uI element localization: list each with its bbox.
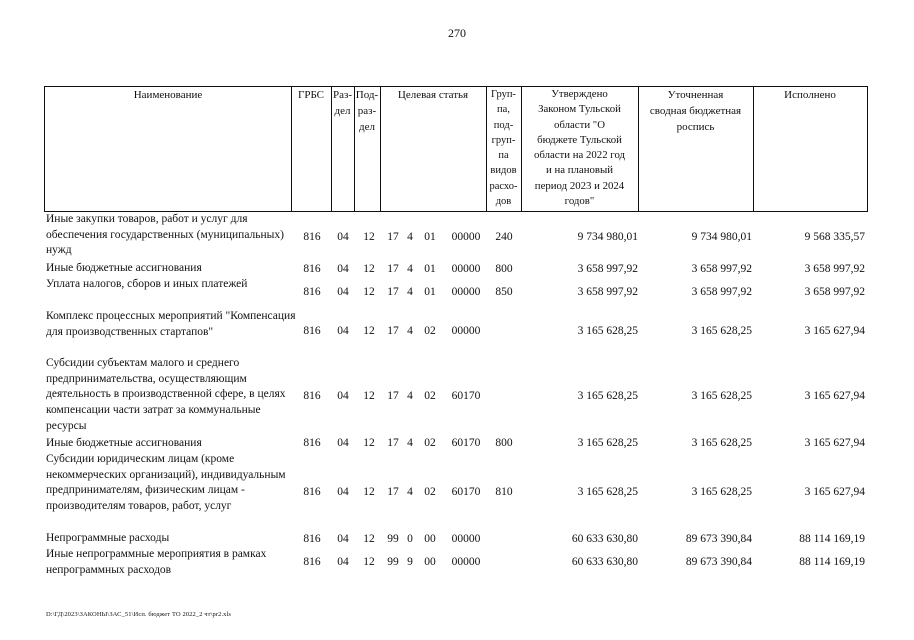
row-razdel: 04: [337, 286, 349, 298]
row-approved: 3 165 628,25: [577, 437, 638, 449]
row-razdel: 04: [337, 556, 349, 568]
row-t2: 4: [407, 231, 413, 243]
row-razdel: 04: [337, 437, 349, 449]
header-name: Наименование: [44, 86, 292, 212]
header-podrazdel: Под- раз- дел: [354, 86, 381, 212]
row-t4: 60170: [451, 486, 481, 498]
row-executed: 3 165 627,94: [804, 325, 865, 337]
row-refined: 3 658 997,92: [691, 263, 752, 275]
row-approved: 3 658 997,92: [577, 263, 638, 275]
row-executed: 88 114 169,19: [799, 533, 865, 545]
row-podrazdel: 12: [363, 486, 375, 498]
row-name: Иные закупки товаров, работ и услуг для обеспечения государственных (муниципальных) нужд: [46, 213, 284, 257]
row-grbs: 816: [303, 286, 321, 298]
row-approved: 3 165 628,25: [577, 486, 638, 498]
page-number: 270: [448, 26, 466, 40]
row-t4: 00000: [451, 325, 481, 337]
row-name: Уплата налогов, сборов и иных платежей: [46, 278, 248, 290]
row-razdel: 04: [337, 486, 349, 498]
row-executed: 3 658 997,92: [804, 263, 865, 275]
row-grbs: 816: [303, 486, 321, 498]
row-t3: 00: [424, 556, 436, 568]
row-name: Иные бюджетные ассигнования: [46, 437, 202, 449]
row-t1: 17: [387, 325, 399, 337]
row-t1: 99: [387, 556, 399, 568]
row-t3: 02: [424, 390, 436, 402]
header-approved: Утверждено Законом Тульской области "О бюджете Тульской области на 2022 год и на плановый период 2023 и 2024 годов": [521, 86, 639, 212]
row-t1: 17: [387, 286, 399, 298]
footer-file-path: D:\ГД\2023\ЗАКОНЫ\ЗАС_51\Исп. бюджет ТО 2022_2 чт\pr2.xls: [46, 611, 232, 618]
row-refined: 9 734 980,01: [691, 231, 752, 243]
row-grbs: 816: [303, 263, 321, 275]
row-grbs: 816: [303, 556, 321, 568]
row-name: Иные непрограммные мероприятия в рамках непрограммных расходов: [46, 548, 267, 576]
row-t3: 01: [424, 263, 436, 275]
row-name: Комплекс процессных мероприятий "Компенсация для производственных стартапов": [46, 310, 296, 338]
row-executed: 3 165 627,94: [804, 437, 865, 449]
row-refined: 3 165 628,25: [691, 486, 752, 498]
row-approved: 60 633 630,80: [571, 556, 638, 568]
row-t2: 4: [407, 286, 413, 298]
row-grbs: 816: [303, 437, 321, 449]
row-podrazdel: 12: [363, 286, 375, 298]
header-refined: Уточненная сводная бюджетная роспись: [638, 86, 754, 212]
row-refined: 89 673 390,84: [685, 533, 752, 545]
row-approved: 3 165 628,25: [577, 325, 638, 337]
row-t3: 02: [424, 437, 436, 449]
row-t1: 17: [387, 390, 399, 402]
header-grbs: ГРБС: [291, 86, 332, 212]
row-podrazdel: 12: [363, 437, 375, 449]
row-t2: 4: [407, 390, 413, 402]
row-t2: 4: [407, 486, 413, 498]
row-podrazdel: 12: [363, 263, 375, 275]
row-name: Субсидии юридическим лицам (кроме некоммерческих организаций), индивидуальным предпринимателям, физическим лицам - производителям товаров, работ, услуг: [46, 453, 286, 513]
row-t3: 02: [424, 325, 436, 337]
row-t1: 17: [387, 437, 399, 449]
row-refined: 3 165 628,25: [691, 325, 752, 337]
row-razdel: 04: [337, 390, 349, 402]
row-executed: 9 568 335,57: [804, 231, 865, 243]
row-group: 800: [495, 263, 513, 275]
row-t2: 0: [407, 533, 413, 545]
row-t4: 60170: [451, 390, 481, 402]
row-t1: 17: [387, 231, 399, 243]
row-approved: 60 633 630,80: [571, 533, 638, 545]
row-t4: 60170: [451, 437, 481, 449]
row-t4: 00000: [451, 533, 481, 545]
row-podrazdel: 12: [363, 533, 375, 545]
row-group: 850: [495, 286, 513, 298]
row-group: 240: [495, 231, 513, 243]
row-razdel: 04: [337, 231, 349, 243]
row-grbs: 816: [303, 533, 321, 545]
row-razdel: 04: [337, 263, 349, 275]
header-razdel: Раз- дел: [331, 86, 355, 212]
row-t2: 9: [407, 556, 413, 568]
row-t3: 02: [424, 486, 436, 498]
row-t4: 00000: [451, 231, 481, 243]
row-t3: 01: [424, 286, 436, 298]
row-t3: 01: [424, 231, 436, 243]
row-podrazdel: 12: [363, 390, 375, 402]
row-t4: 00000: [451, 556, 481, 568]
row-grbs: 816: [303, 325, 321, 337]
row-executed: 88 114 169,19: [799, 556, 865, 568]
row-refined: 3 165 628,25: [691, 437, 752, 449]
header-executed: Исполнено: [753, 86, 868, 212]
row-group: 800: [495, 437, 513, 449]
row-t2: 4: [407, 325, 413, 337]
row-t4: 00000: [451, 286, 481, 298]
row-t1: 17: [387, 486, 399, 498]
row-t2: 4: [407, 437, 413, 449]
row-executed: 3 165 627,94: [804, 486, 865, 498]
header-target: Целевая статья: [380, 86, 487, 212]
row-razdel: 04: [337, 533, 349, 545]
row-t2: 4: [407, 263, 413, 275]
row-t1: 17: [387, 263, 399, 275]
row-refined: 3 658 997,92: [691, 286, 752, 298]
row-t4: 00000: [451, 263, 481, 275]
row-name: Иные бюджетные ассигнования: [46, 262, 202, 274]
row-refined: 3 165 628,25: [691, 390, 752, 402]
row-executed: 3 658 997,92: [804, 286, 865, 298]
row-name: Субсидии субъектам малого и среднего предпринимательства, осуществляющим деятельность в производственной сфере, в целях компенсации части затрат за коммунальные ресурсы: [46, 357, 286, 432]
row-razdel: 04: [337, 325, 349, 337]
row-name: Непрограммные расходы: [46, 532, 170, 544]
row-t3: 00: [424, 533, 436, 545]
row-grbs: 816: [303, 390, 321, 402]
row-approved: 9 734 980,01: [577, 231, 638, 243]
row-refined: 89 673 390,84: [685, 556, 752, 568]
row-podrazdel: 12: [363, 231, 375, 243]
row-podrazdel: 12: [363, 325, 375, 337]
row-approved: 3 165 628,25: [577, 390, 638, 402]
header-group: Груп- па, под- груп- па видов расхо- дов: [486, 86, 522, 212]
row-t1: 99: [387, 533, 399, 545]
row-group: 810: [495, 486, 513, 498]
row-executed: 3 165 627,94: [804, 390, 865, 402]
row-approved: 3 658 997,92: [577, 286, 638, 298]
row-podrazdel: 12: [363, 556, 375, 568]
row-grbs: 816: [303, 231, 321, 243]
